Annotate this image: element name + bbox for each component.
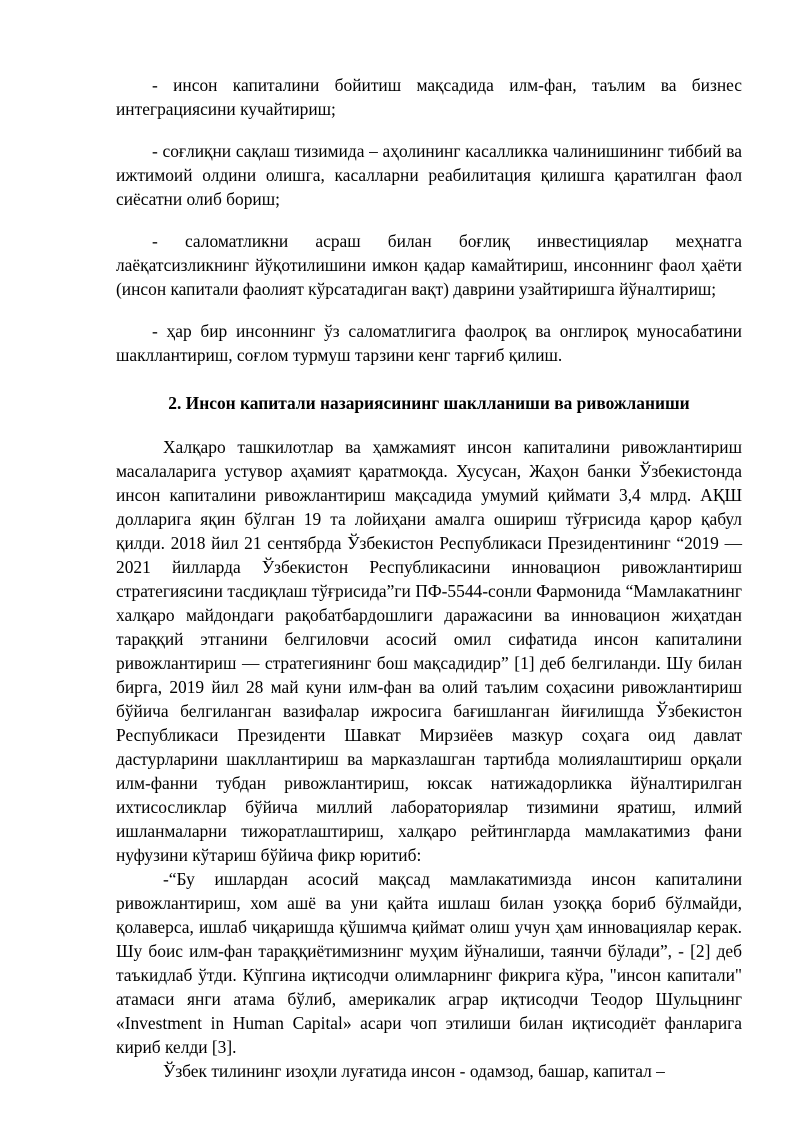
body-paragraph: Халқаро ташкилотлар ва ҳамжамият инсон капиталини ривожлантириш масалаларига устувор аҳамият қаратмоқда. Хусусан, Жаҳон банки Ўзбекистонда инсон капиталини ривожлантириш мақсадида умумий қиймати 3,4 млрд. АҚШ долларига яқин бўлган 19 та лойиҳани амалга ошириш тўғрисида қарор қабул қилди. 2018 йил 21 сентябрда Ўзбекистон Республикаси Президентининг “2019 — 2021 йилларда Ўзбекистон Республикасини инновацион ривожлантириш стратегиясини тасдиқлаш тўғрисида”ги ПФ-5544-сонли Фармонида “Мамлакатнинг халқаро майдондаги рақобатбардошлиги даражасини ва инновацион жиҳатдан тараққий этганини белгиловчи асосий омил сифатида инсон капиталини ривожлантириш — стратегиянинг бош мақсадидир” [1] деб белгиланди. Шу билан бирга, 2019 йил 28 май куни илм-фан ва олий таълим соҳасини ривожлантириш бўйича белгиланган вазифалар ижросига бағишланган йиғилишда Ўзбекистон Республикаси Президенти Шавкат Мирзиёев мазкур соҳага оид давлат дастурларини шакллантириш ва марказлашган тартибда молиялаштириш орқали илм-фанни тубдан ривожлантириш, юксак натижадорликка йўналтирилган ихтисосликлар бўйича миллий лабораториялар тизимини яратиш, илмий ишланмаларни тижоратлаштириш, халқаро рейтингларда мамлакатимиз фани нуфузини кўтариш бўйича фикр юритиб: [116, 437, 742, 865]
section-heading: 2. Инсон капитали назариясининг шаклланиши ва ривожланиши [168, 393, 690, 413]
bullet-item-3: - саломатликни асраш билан боғлиқ инвестициялар меҳнатга лаёқатсизликнинг йўқотилишини имкон қадар камайтириш, инсоннинг фаол ҳаёти (инсон капитали фаолият кўрсатадиган вақт) даврини узайтиришга йўналтириш; [116, 231, 742, 299]
page-content [116, 73, 742, 1083]
bullet-item-2: - соғлиқни сақлаш тизимида – аҳолининг касалликка чалинишининг тиббий ва ижтимоий олдини олишга, касалларни реабилитация қилишга қаратилган фаол сиёсатни олиб бориш; [116, 141, 742, 209]
bullet-item-1: - инсон капиталини бойитиш мақсадида илм-фан, таълим ва бизнес интеграциясини кучайтириш; [116, 75, 742, 119]
last-line-paragraph: Ўзбек тилининг изоҳли луғатида инсон - одамзод, башар, капитал – [163, 1061, 665, 1081]
quote-paragraph: -“Бу ишлардан асосий мақсад мамлакатимизда инсон капиталини ривожлантириш, хом ашё ва уни қайта ишлаш билан узоққа бориб бўлмайди, қолаверса, ишлаб чиқаришда қўшимча қиймат олиш учун ҳам инновациялар керак. Шу боис илм-фан тараққиётимизнинг муҳим йўналиши, таянчи бўлади”, - [2] деб таъкидлаб ўтди. Кўпгина иқтисодчи олимларнинг фикрига кўра, "инсон капитали" атамаси янги атама бўлиб, америкалик аграр иқтисодчи Теодор Шульцнинг «Investment in Human Capital» асари чоп этилиши билан иқтисодиёт фанларига кириб келди [3]. [116, 869, 742, 1057]
bullet-item-4: - ҳар бир инсоннинг ўз саломатлигига фаолроқ ва онглироқ муносабатини шакллантириш, соғлом турмуш тарзини кенг тарғиб қилиш. [116, 321, 742, 365]
